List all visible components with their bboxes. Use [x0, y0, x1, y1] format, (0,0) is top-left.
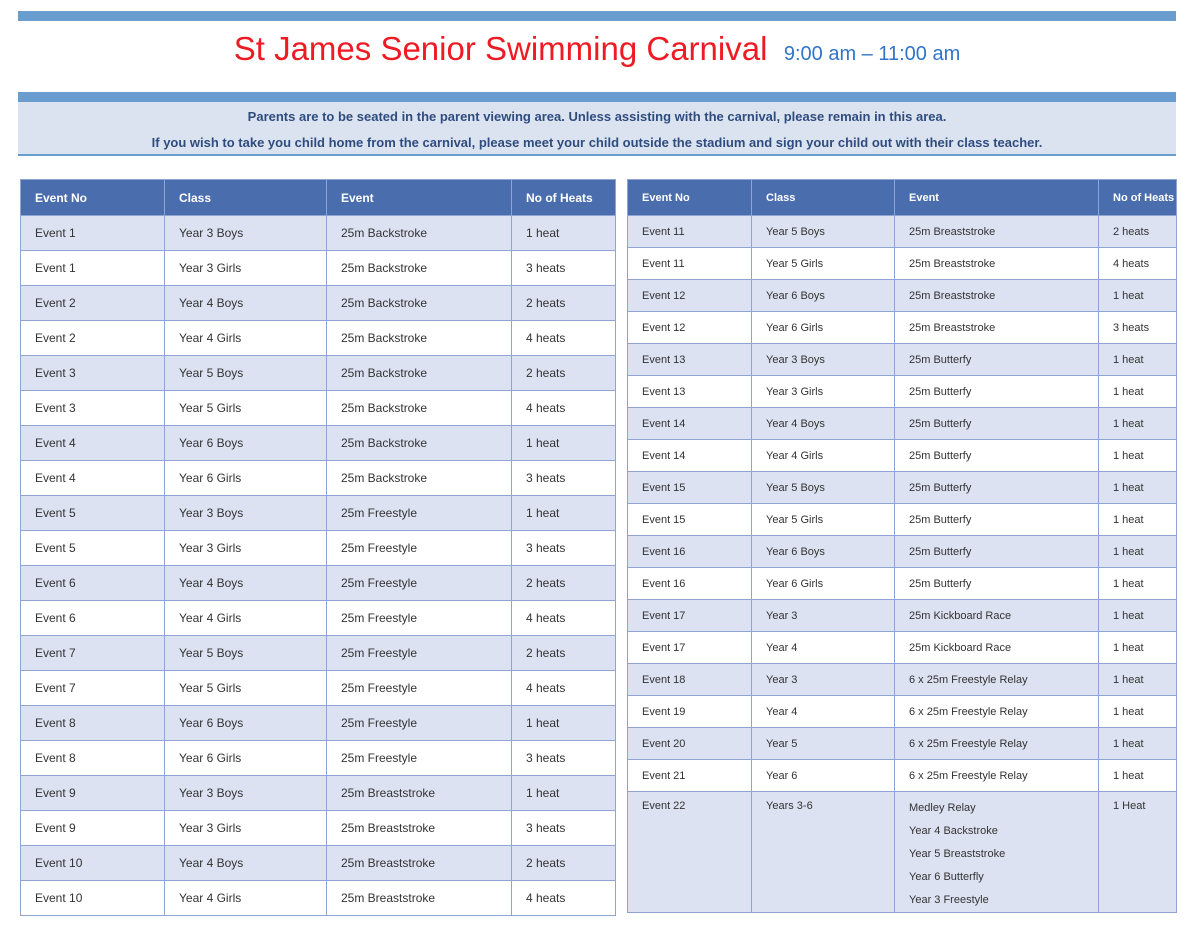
table-row	[628, 216, 1177, 248]
right-table-body	[628, 216, 1177, 913]
table-row	[21, 251, 616, 286]
heats-cell: 1 heat	[1099, 408, 1177, 440]
event-cell: 25m Freestyle	[327, 706, 512, 741]
table-row	[21, 461, 616, 496]
medley-relay-row	[628, 792, 1177, 913]
table-row	[21, 706, 616, 741]
heats-cell: 2 heats	[512, 286, 616, 321]
class-cell: Year 5 Boys	[752, 472, 895, 504]
header-heats: No of Heats	[1099, 180, 1177, 216]
heats-cell: 3 heats	[512, 531, 616, 566]
heats-cell: 1 heat	[512, 496, 616, 531]
class-cell: Year 6 Boys	[165, 706, 327, 741]
event-no-cell: Event 12	[628, 312, 752, 344]
class-cell: Year 6 Boys	[752, 536, 895, 568]
event-no-cell: Event 2	[21, 286, 165, 321]
heats-cell: 3 heats	[512, 741, 616, 776]
event-cell: 25m Backstroke	[327, 286, 512, 321]
header-class: Class	[752, 180, 895, 216]
event-no-cell: Event 3	[21, 356, 165, 391]
event-no-cell: Event 6	[21, 601, 165, 636]
class-cell: Year 3 Girls	[165, 251, 327, 286]
event-no-cell: Event 1	[21, 216, 165, 251]
table-row	[21, 566, 616, 601]
table-row	[21, 216, 616, 251]
event-cell: 25m Butterfy	[895, 472, 1099, 504]
table-row	[628, 344, 1177, 376]
table-row	[21, 881, 616, 916]
table-row	[628, 248, 1177, 280]
table-header-row	[21, 180, 616, 216]
left-table-body	[21, 216, 616, 916]
class-cell: Year 3 Boys	[752, 344, 895, 376]
event-no-cell: Event 9	[21, 811, 165, 846]
heats-cell: 4 heats	[1099, 248, 1177, 280]
event-no-cell: Event 10	[21, 881, 165, 916]
event-cell: 6 x 25m Freestyle Relay	[895, 760, 1099, 792]
medley-leg: Year 6 Butterfly	[909, 871, 984, 883]
heats-cell: 3 heats	[1099, 312, 1177, 344]
event-no-cell: Event 14	[628, 408, 752, 440]
heats-cell: 1 heat	[1099, 568, 1177, 600]
table-row	[21, 846, 616, 881]
class-cell: Year 4 Girls	[752, 440, 895, 472]
table-row	[21, 286, 616, 321]
heats-cell: 4 heats	[512, 671, 616, 706]
table-row	[628, 472, 1177, 504]
class-cell: Year 6 Girls	[165, 461, 327, 496]
event-cell: 25m Freestyle	[327, 671, 512, 706]
heats-cell: 2 heats	[512, 356, 616, 391]
heats-cell: 1 heat	[1099, 632, 1177, 664]
event-no-cell: Event 17	[628, 600, 752, 632]
table-row	[628, 632, 1177, 664]
table-row	[628, 600, 1177, 632]
event-cell: 6 x 25m Freestyle Relay	[895, 664, 1099, 696]
heats-cell: 2 heats	[512, 636, 616, 671]
header-event: Event	[327, 180, 512, 216]
class-cell: Year 6	[752, 760, 895, 792]
class-cell: Year 4 Boys	[165, 566, 327, 601]
class-cell: Year 5 Boys	[165, 356, 327, 391]
event-no-cell: Event 16	[628, 536, 752, 568]
class-cell: Year 3 Girls	[752, 376, 895, 408]
table-row	[628, 760, 1177, 792]
heats-cell: 3 heats	[512, 811, 616, 846]
class-cell: Year 4 Girls	[165, 321, 327, 356]
heats-cell: 1 heat	[1099, 472, 1177, 504]
event-no-cell: Event 10	[21, 846, 165, 881]
table-row	[628, 376, 1177, 408]
header-event-no: Event No	[628, 180, 752, 216]
table-row	[21, 531, 616, 566]
heats-cell: 1 heat	[512, 216, 616, 251]
event-no-cell: Event 22	[628, 792, 752, 913]
event-no-cell: Event 8	[21, 741, 165, 776]
heats-cell: 1 heat	[512, 776, 616, 811]
event-cell: 25m Butterfy	[895, 344, 1099, 376]
event-no-cell: Event 5	[21, 531, 165, 566]
heats-cell: 3 heats	[512, 461, 616, 496]
event-cell: 25m Breaststroke	[895, 312, 1099, 344]
table-header-row	[628, 180, 1177, 216]
table-row	[628, 440, 1177, 472]
event-cell: 25m Breaststroke	[895, 216, 1099, 248]
event-no-cell: Event 4	[21, 461, 165, 496]
class-cell: Year 5 Boys	[165, 636, 327, 671]
event-cell: 25m Freestyle	[327, 636, 512, 671]
event-no-cell: Event 16	[628, 568, 752, 600]
event-no-cell: Event 7	[21, 671, 165, 706]
class-cell: Year 4	[752, 696, 895, 728]
class-cell: Year 6 Boys	[165, 426, 327, 461]
event-cell: 25m Butterfy	[895, 568, 1099, 600]
class-cell: Years 3-6	[752, 792, 895, 913]
event-no-cell: Event 7	[21, 636, 165, 671]
class-cell: Year 5 Girls	[752, 248, 895, 280]
medley-title: Medley Relay	[909, 802, 976, 814]
heats-cell: 4 heats	[512, 881, 616, 916]
class-cell: Year 5	[752, 728, 895, 760]
notice-line-2: If you wish to take you child home from the carnival, please meet your child outside the stadium and sign your child out with their class teacher.	[151, 135, 1043, 150]
event-no-cell: Event 3	[21, 391, 165, 426]
event-cell: 25m Kickboard Race	[895, 600, 1099, 632]
notice-line-1: Parents are to be seated in the parent viewing area. Unless assisting with the carnival, please remain in this area.	[247, 109, 947, 124]
header	[18, 30, 1176, 68]
event-no-cell: Event 17	[628, 632, 752, 664]
heats-cell: 2 heats	[512, 566, 616, 601]
heats-cell: 1 heat	[1099, 536, 1177, 568]
event-no-cell: Event 2	[21, 321, 165, 356]
class-cell: Year 3 Girls	[165, 811, 327, 846]
heats-cell: 3 heats	[512, 251, 616, 286]
class-cell: Year 6 Girls	[165, 741, 327, 776]
event-cell: 25m Breaststroke	[327, 811, 512, 846]
class-cell: Year 4 Boys	[752, 408, 895, 440]
medley-leg: Year 5 Breaststroke	[909, 848, 1006, 860]
event-cell: 25m Butterfy	[895, 440, 1099, 472]
heats-cell: 2 heats	[1099, 216, 1177, 248]
event-no-cell: Event 8	[21, 706, 165, 741]
event-cell: 25m Butterfy	[895, 536, 1099, 568]
class-cell: Year 5 Boys	[752, 216, 895, 248]
header-class: Class	[165, 180, 327, 216]
event-cell: 25m Breaststroke	[327, 881, 512, 916]
class-cell: Year 6 Girls	[752, 568, 895, 600]
class-cell: Year 5 Girls	[165, 671, 327, 706]
class-cell: Year 4 Girls	[165, 881, 327, 916]
heats-cell: 2 heats	[512, 846, 616, 881]
table-row	[21, 391, 616, 426]
class-cell: Year 5 Girls	[752, 504, 895, 536]
event-no-cell: Event 14	[628, 440, 752, 472]
event-cell: 25m Backstroke	[327, 461, 512, 496]
class-cell: Year 5 Girls	[165, 391, 327, 426]
events-table-right	[627, 179, 1177, 913]
event-no-cell: Event 21	[628, 760, 752, 792]
event-no-cell: Event 15	[628, 504, 752, 536]
heats-cell: 1 heat	[1099, 280, 1177, 312]
table-row	[628, 408, 1177, 440]
heats-cell: 1 heat	[1099, 376, 1177, 408]
event-no-cell: Event 12	[628, 280, 752, 312]
class-cell: Year 4 Girls	[165, 601, 327, 636]
table-row	[21, 601, 616, 636]
table-row	[628, 536, 1177, 568]
event-cell: 25m Freestyle	[327, 601, 512, 636]
class-cell: Year 3 Boys	[165, 216, 327, 251]
class-cell: Year 3 Boys	[165, 776, 327, 811]
event-no-cell: Event 13	[628, 344, 752, 376]
heats-cell: 1 heat	[512, 706, 616, 741]
table-row	[21, 811, 616, 846]
heats-cell: 1 heat	[1099, 696, 1177, 728]
table-row	[628, 280, 1177, 312]
class-cell: Year 6 Boys	[752, 280, 895, 312]
table-row	[21, 636, 616, 671]
event-cell: 6 x 25m Freestyle Relay	[895, 728, 1099, 760]
medley-leg: Year 3 Freestyle	[909, 894, 989, 906]
event-cell: 25m Backstroke	[327, 321, 512, 356]
event-cell: 25m Breaststroke	[895, 248, 1099, 280]
event-cell: 25m Butterfy	[895, 504, 1099, 536]
table-row	[21, 776, 616, 811]
event-no-cell: Event 1	[21, 251, 165, 286]
event-no-cell: Event 11	[628, 216, 752, 248]
heats-cell: 1 heat	[1099, 600, 1177, 632]
heats-cell: 1 heat	[1099, 440, 1177, 472]
class-cell: Year 3 Boys	[165, 496, 327, 531]
table-row	[21, 741, 616, 776]
event-no-cell: Event 6	[21, 566, 165, 601]
event-time: 9:00 am – 11:00 am	[783, 43, 961, 65]
event-no-cell: Event 20	[628, 728, 752, 760]
table-row	[21, 321, 616, 356]
table-row	[628, 728, 1177, 760]
heats-cell: 1 heat	[512, 426, 616, 461]
event-cell: 25m Kickboard Race	[895, 632, 1099, 664]
event-cell: 25m Freestyle	[327, 741, 512, 776]
event-no-cell: Event 19	[628, 696, 752, 728]
event-cell: 25m Butterfy	[895, 376, 1099, 408]
event-cell	[895, 792, 1099, 913]
event-cell: 25m Freestyle	[327, 566, 512, 601]
parent-notice	[18, 92, 1176, 156]
event-cell: 25m Backstroke	[327, 391, 512, 426]
heats-cell: 1 heat	[1099, 664, 1177, 696]
table-row	[628, 664, 1177, 696]
heats-cell: 1 heat	[1099, 504, 1177, 536]
table-row	[21, 426, 616, 461]
heats-cell: 1 heat	[1099, 344, 1177, 376]
event-cell: 6 x 25m Freestyle Relay	[895, 696, 1099, 728]
top-accent-bar	[18, 11, 1176, 21]
header-event-no: Event No	[21, 180, 165, 216]
event-cell: 25m Freestyle	[327, 531, 512, 566]
table-row	[628, 504, 1177, 536]
event-cell: 25m Backstroke	[327, 216, 512, 251]
table-row	[628, 696, 1177, 728]
table-row	[21, 496, 616, 531]
event-cell: 25m Breaststroke	[895, 280, 1099, 312]
event-no-cell: Event 13	[628, 376, 752, 408]
event-no-cell: Event 15	[628, 472, 752, 504]
event-cell: 25m Backstroke	[327, 251, 512, 286]
event-no-cell: Event 9	[21, 776, 165, 811]
heats-cell: 1 heat	[1099, 760, 1177, 792]
heats-cell: 4 heats	[512, 321, 616, 356]
event-cell: 25m Backstroke	[327, 426, 512, 461]
header-heats: No of Heats	[512, 180, 616, 216]
header-event: Event	[895, 180, 1099, 216]
class-cell: Year 4 Boys	[165, 846, 327, 881]
class-cell: Year 4	[752, 632, 895, 664]
class-cell: Year 6 Girls	[752, 312, 895, 344]
heats-cell: 4 heats	[512, 601, 616, 636]
event-cell: 25m Backstroke	[327, 356, 512, 391]
table-row	[21, 671, 616, 706]
event-no-cell: Event 11	[628, 248, 752, 280]
page-title: St James Senior Swimming Carnival	[233, 30, 768, 67]
medley-leg: Year 4 Backstroke	[909, 825, 998, 837]
class-cell: Year 3 Girls	[165, 531, 327, 566]
event-no-cell: Event 18	[628, 664, 752, 696]
class-cell: Year 3	[752, 664, 895, 696]
class-cell: Year 3	[752, 600, 895, 632]
table-row	[628, 568, 1177, 600]
events-table-left	[20, 179, 616, 916]
heats-cell: 1 Heat	[1099, 792, 1177, 913]
event-cell: 25m Breaststroke	[327, 846, 512, 881]
event-no-cell: Event 4	[21, 426, 165, 461]
event-cell: 25m Butterfy	[895, 408, 1099, 440]
event-no-cell: Event 5	[21, 496, 165, 531]
table-row	[21, 356, 616, 391]
table-row	[628, 312, 1177, 344]
event-cell: 25m Freestyle	[327, 496, 512, 531]
event-cell: 25m Breaststroke	[327, 776, 512, 811]
heats-cell: 4 heats	[512, 391, 616, 426]
class-cell: Year 4 Boys	[165, 286, 327, 321]
heats-cell: 1 heat	[1099, 728, 1177, 760]
